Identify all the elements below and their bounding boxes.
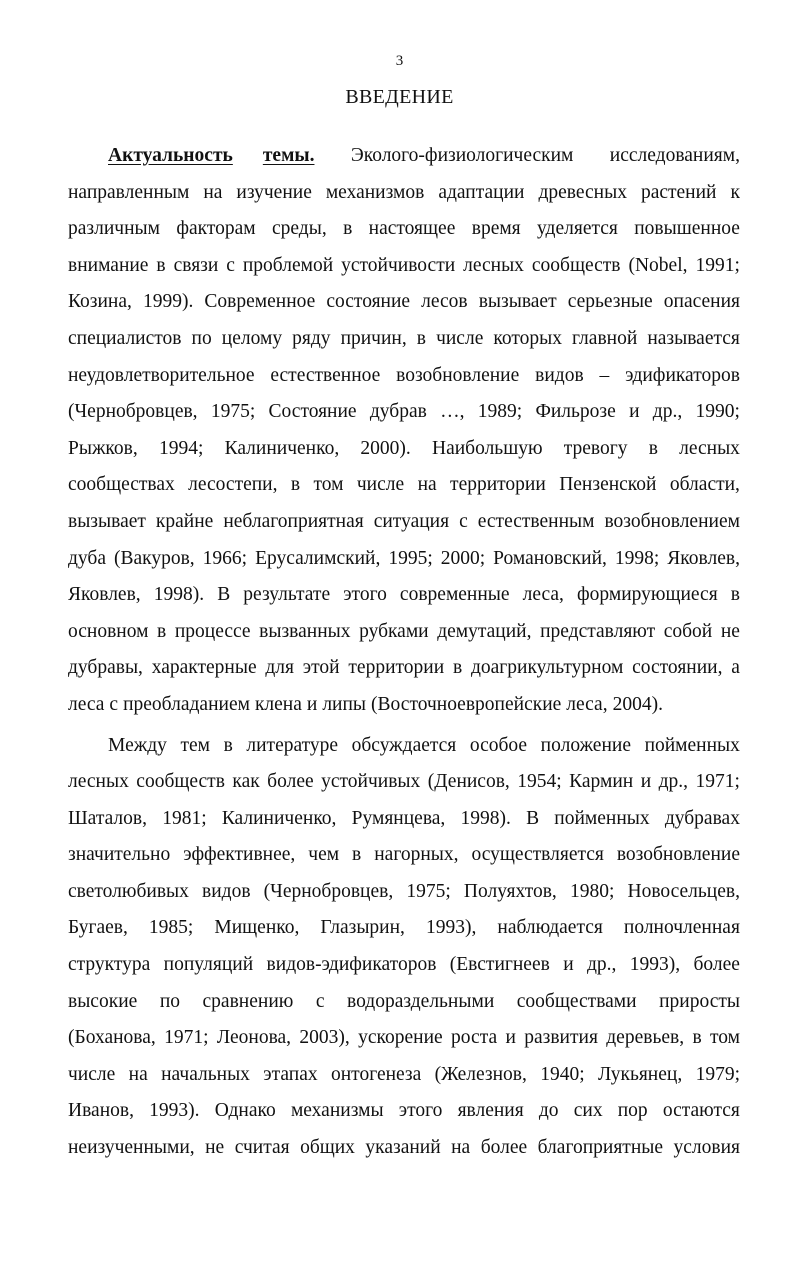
word: по <box>159 990 180 1012</box>
word: лесных <box>68 771 129 793</box>
text-line <box>68 358 740 395</box>
word: с <box>109 693 119 715</box>
word: 1998). <box>153 584 205 606</box>
word: вызванных <box>259 620 351 642</box>
word: в <box>223 734 233 756</box>
word: Рыжков, <box>68 437 138 459</box>
word: леса, <box>566 693 608 715</box>
word: приросты <box>659 990 740 1012</box>
word: 1995; <box>388 547 433 569</box>
word: Иванов, <box>68 1100 134 1122</box>
word: в <box>452 657 463 679</box>
word: (Чернобровцев, <box>263 880 394 902</box>
word: пор <box>617 1100 648 1122</box>
word: неблагоприятная <box>223 510 364 532</box>
word: Эколого-физиологическим <box>350 145 574 166</box>
word: время <box>471 218 521 240</box>
word: а <box>731 657 740 679</box>
word: повышенное <box>634 218 740 240</box>
text-line <box>68 541 740 578</box>
text-line <box>68 650 740 687</box>
word: благоприятные <box>537 1137 664 1159</box>
word: неудовлетворительное <box>68 364 255 386</box>
word: популяций <box>163 954 254 976</box>
word: видов-эдификаторов <box>266 954 437 976</box>
word: настоящее <box>368 218 456 240</box>
word: и <box>306 693 318 715</box>
word: общих <box>300 1137 355 1159</box>
word: связи <box>173 254 219 276</box>
word: развития <box>524 1027 598 1049</box>
word: направленным <box>68 181 190 203</box>
word: значительно <box>68 844 171 866</box>
word: сравнению <box>202 990 294 1012</box>
word: Калиниченко, <box>224 437 340 459</box>
text-line <box>68 431 740 468</box>
word: литературе <box>246 734 339 756</box>
word: 2003), <box>299 1027 350 1049</box>
text-line <box>68 321 740 358</box>
text-line <box>68 248 740 285</box>
word: эффективнее, <box>183 844 296 866</box>
text-line <box>68 728 740 765</box>
word: исследованиям, <box>609 145 740 166</box>
word: дуба <box>68 547 106 569</box>
word: 2000; <box>440 547 486 569</box>
word: тревогу <box>563 437 628 459</box>
word: дубравы, <box>68 657 143 679</box>
text-line <box>68 467 740 504</box>
word: на <box>417 474 437 496</box>
page-number: 3 <box>395 53 404 69</box>
word: к <box>730 181 740 203</box>
word: для <box>265 657 295 679</box>
word: дубрав <box>369 401 427 423</box>
word: причин, <box>340 327 407 349</box>
word: результате <box>243 584 331 606</box>
word: положение <box>540 734 631 756</box>
word: 1980; <box>569 880 615 902</box>
word: Наибольшую <box>431 437 543 459</box>
word: леса, <box>522 584 564 606</box>
word: территории <box>348 657 445 679</box>
word: Романовский, <box>493 547 607 569</box>
text-line <box>68 175 740 212</box>
word: опасения <box>663 291 740 313</box>
word: Калиниченко, <box>221 807 337 829</box>
word: и <box>629 401 640 423</box>
word: этого <box>343 584 387 606</box>
text-line <box>68 394 740 431</box>
word: (Железнов, <box>434 1063 527 1085</box>
word: называется <box>647 327 740 349</box>
word: В <box>526 807 540 829</box>
word: среды, <box>272 218 327 240</box>
text-line <box>68 1020 740 1057</box>
word: др., <box>652 401 683 423</box>
word: возобновлением <box>604 510 740 532</box>
word: Пензенской <box>559 474 657 496</box>
word: этой <box>302 657 340 679</box>
word: 1975; <box>406 880 451 902</box>
word: в <box>157 620 167 642</box>
word: особое <box>469 734 528 756</box>
word: вызывает <box>478 291 557 313</box>
word: представляют <box>540 620 656 642</box>
word: более <box>267 771 314 793</box>
word: липы <box>322 693 367 715</box>
word: ситуация <box>373 510 450 532</box>
word: уделяется <box>537 218 618 240</box>
word: 1971; <box>164 1027 209 1049</box>
word: лесных <box>679 437 740 459</box>
word: в <box>352 844 362 866</box>
word: Новосельцев, <box>627 880 740 902</box>
word: В <box>217 584 231 606</box>
text-line <box>68 984 740 1021</box>
word: явления <box>457 1100 524 1122</box>
word: 1966; <box>202 547 248 569</box>
word: Яковлев, <box>667 547 740 569</box>
word: формирующиеся <box>577 584 718 606</box>
word: водораздельными <box>347 990 495 1012</box>
word: более <box>693 954 740 976</box>
word: остаются <box>662 1100 740 1122</box>
word: 1998; <box>614 547 660 569</box>
word: с <box>459 510 468 532</box>
word: 1993), <box>629 954 681 976</box>
word: факторам <box>176 218 256 240</box>
word: считая <box>234 1137 290 1159</box>
word: видов <box>535 364 584 386</box>
word: начальных <box>161 1063 250 1085</box>
word: Однако <box>214 1100 276 1122</box>
word: числе <box>356 474 405 496</box>
word: возобновление <box>616 844 740 866</box>
word: леса <box>68 693 105 715</box>
word: специалистов <box>68 327 182 349</box>
word: 1999). <box>142 291 194 313</box>
word: 1991; <box>695 254 740 276</box>
word: по <box>191 327 212 349</box>
text-line <box>68 801 740 838</box>
word: на <box>451 1137 471 1159</box>
word: др., <box>586 954 617 976</box>
word: тем <box>180 734 210 756</box>
word: Между <box>108 734 167 756</box>
word: состояние <box>326 291 411 313</box>
word: 1954; <box>517 771 562 793</box>
text-line <box>68 577 740 614</box>
word: преобладанием <box>123 693 250 715</box>
text-line <box>68 1130 740 1167</box>
word: процессе <box>174 620 251 642</box>
word: внимание <box>68 254 149 276</box>
word: с <box>315 990 325 1012</box>
word: (Боханова, <box>68 1027 156 1049</box>
word: (Денисов, <box>427 771 510 793</box>
word: клена <box>254 693 302 715</box>
word: в <box>416 327 427 349</box>
word: сообществах <box>68 474 175 496</box>
word: и <box>505 1027 516 1049</box>
section-heading: ВВЕДЕНИЕ <box>345 86 454 108</box>
word: естественным <box>477 510 595 532</box>
word: растений <box>640 181 717 203</box>
word: др., <box>658 771 689 793</box>
text-line <box>68 1057 740 1094</box>
word: в <box>648 437 658 459</box>
text-line <box>68 837 740 874</box>
word: Ерусалимский, <box>255 547 381 569</box>
word: (Чернобровцев, <box>68 401 198 423</box>
word: области, <box>669 474 740 496</box>
word: 1994; <box>158 437 204 459</box>
word: Мищенко, <box>214 917 300 939</box>
word: главной <box>572 327 638 349</box>
word: деревьев, <box>606 1027 685 1049</box>
word: как <box>232 771 260 793</box>
word: Леонова, <box>216 1027 292 1049</box>
word: в <box>692 1027 702 1049</box>
word: устойчивых <box>321 771 421 793</box>
word: основном <box>68 620 149 642</box>
word: собой <box>663 620 713 642</box>
word: Яковлев, <box>68 584 141 606</box>
word: осуществляется <box>471 844 604 866</box>
word: Козина, <box>68 291 132 313</box>
word: 1993). <box>149 1100 200 1122</box>
word: роста <box>451 1027 498 1049</box>
word: полночленная <box>623 917 740 939</box>
word: пойменных <box>644 734 740 756</box>
word: доагрикультурном <box>470 657 624 679</box>
text-line <box>68 910 740 947</box>
word: в <box>156 254 166 276</box>
word: изучение <box>236 181 312 203</box>
word: обсуждается <box>351 734 457 756</box>
word: не <box>205 1137 225 1159</box>
word: пойменных <box>554 807 650 829</box>
word: 1990; <box>695 401 740 423</box>
word: сообществами <box>516 990 637 1012</box>
word: 1989; <box>477 401 523 423</box>
word: структура <box>68 954 151 976</box>
word: числе <box>436 327 484 349</box>
word: лесных <box>463 254 524 276</box>
word: 2000). <box>360 437 411 459</box>
word: и <box>563 954 574 976</box>
word: этого <box>398 1100 443 1122</box>
word: 1975; <box>210 401 256 423</box>
word: адаптации <box>438 181 525 203</box>
text-line <box>68 687 740 724</box>
body-text <box>68 138 740 1167</box>
word: светолюбивых <box>68 880 189 902</box>
word: этапах <box>263 1063 318 1085</box>
word: высокие <box>68 990 138 1012</box>
word: указаний <box>365 1137 441 1159</box>
word: Шаталов, <box>68 807 147 829</box>
word: не <box>720 620 740 642</box>
word: числе <box>68 1063 116 1085</box>
word: естественное <box>270 364 381 386</box>
word: (Nobel, <box>628 254 688 276</box>
word: лесов <box>421 291 468 313</box>
word: проблемой <box>242 254 334 276</box>
word: Современное <box>204 291 316 313</box>
word: 1979; <box>695 1063 740 1085</box>
word: 1985; <box>148 917 194 939</box>
word: наблюдается <box>497 917 603 939</box>
text-line <box>68 614 740 651</box>
word: Кармин <box>569 771 634 793</box>
word: древесных <box>538 181 627 203</box>
text-line <box>68 138 740 175</box>
word: механизмы <box>290 1100 384 1122</box>
word: и <box>640 771 652 793</box>
word: ряду <box>292 327 331 349</box>
word: рубками <box>359 620 429 642</box>
word: сообществ <box>531 254 621 276</box>
word: чем <box>308 844 340 866</box>
word: сих <box>573 1100 603 1122</box>
word: которых <box>493 327 562 349</box>
word: Полуяхтов, <box>463 880 557 902</box>
runin-heading: Актуальность темы. <box>108 145 315 166</box>
word: нагорных, <box>374 844 459 866</box>
word: …, <box>440 401 465 423</box>
word: том <box>313 474 344 496</box>
text-line <box>68 1093 740 1130</box>
word: Бугаев, <box>68 917 128 939</box>
word: на <box>128 1063 148 1085</box>
word: в <box>730 584 740 606</box>
word: устойчивости <box>341 254 456 276</box>
word: на <box>203 181 223 203</box>
word: 2004). <box>612 693 663 715</box>
word: до <box>538 1100 559 1122</box>
word: 1971; <box>695 771 740 793</box>
word: ускорение <box>358 1027 443 1049</box>
word: – <box>599 364 610 386</box>
paragraph <box>68 728 740 1167</box>
word: целому <box>221 327 283 349</box>
word: Лукьянец, <box>597 1063 683 1085</box>
word: демутаций, <box>437 620 532 642</box>
word: Фильрозе <box>535 401 616 423</box>
text-line <box>68 284 740 321</box>
word: различным <box>68 218 160 240</box>
word: в <box>343 218 353 240</box>
word: современные <box>399 584 510 606</box>
text-line <box>68 874 740 911</box>
text-line <box>68 504 740 541</box>
word: эдификаторов <box>625 364 740 386</box>
word: условия <box>673 1137 740 1159</box>
word: видов <box>202 880 251 902</box>
word: Румянцева, <box>351 807 446 829</box>
word: 1940; <box>540 1063 585 1085</box>
word: (Восточноевропейские <box>371 693 562 715</box>
word: том <box>710 1027 740 1049</box>
word: характерные <box>151 657 257 679</box>
word: 1998). <box>460 807 511 829</box>
word: Состояние <box>268 401 357 423</box>
word: с <box>226 254 235 276</box>
text-line <box>68 211 740 248</box>
text-line <box>68 947 740 984</box>
paragraph <box>68 138 740 724</box>
word: неизученными, <box>68 1137 195 1159</box>
word: (Вакуров, <box>113 547 195 569</box>
word: 1993), <box>425 917 477 939</box>
word: онтогенеза <box>331 1063 422 1085</box>
word: более <box>480 1137 528 1159</box>
word: (Евстигнеев <box>449 954 550 976</box>
word: 1981; <box>162 807 207 829</box>
word: серьезные <box>567 291 653 313</box>
text-line <box>68 764 740 801</box>
word: в <box>290 474 301 496</box>
word: дубравах <box>664 807 740 829</box>
word: территории <box>450 474 546 496</box>
word: вызывает <box>68 510 146 532</box>
word: механизмов <box>325 181 425 203</box>
word: крайне <box>155 510 214 532</box>
word: лесостепи, <box>188 474 278 496</box>
word: сообществ <box>136 771 225 793</box>
word: возобновление <box>396 364 520 386</box>
word: состоянии, <box>632 657 723 679</box>
word: Глазырин, <box>320 917 405 939</box>
